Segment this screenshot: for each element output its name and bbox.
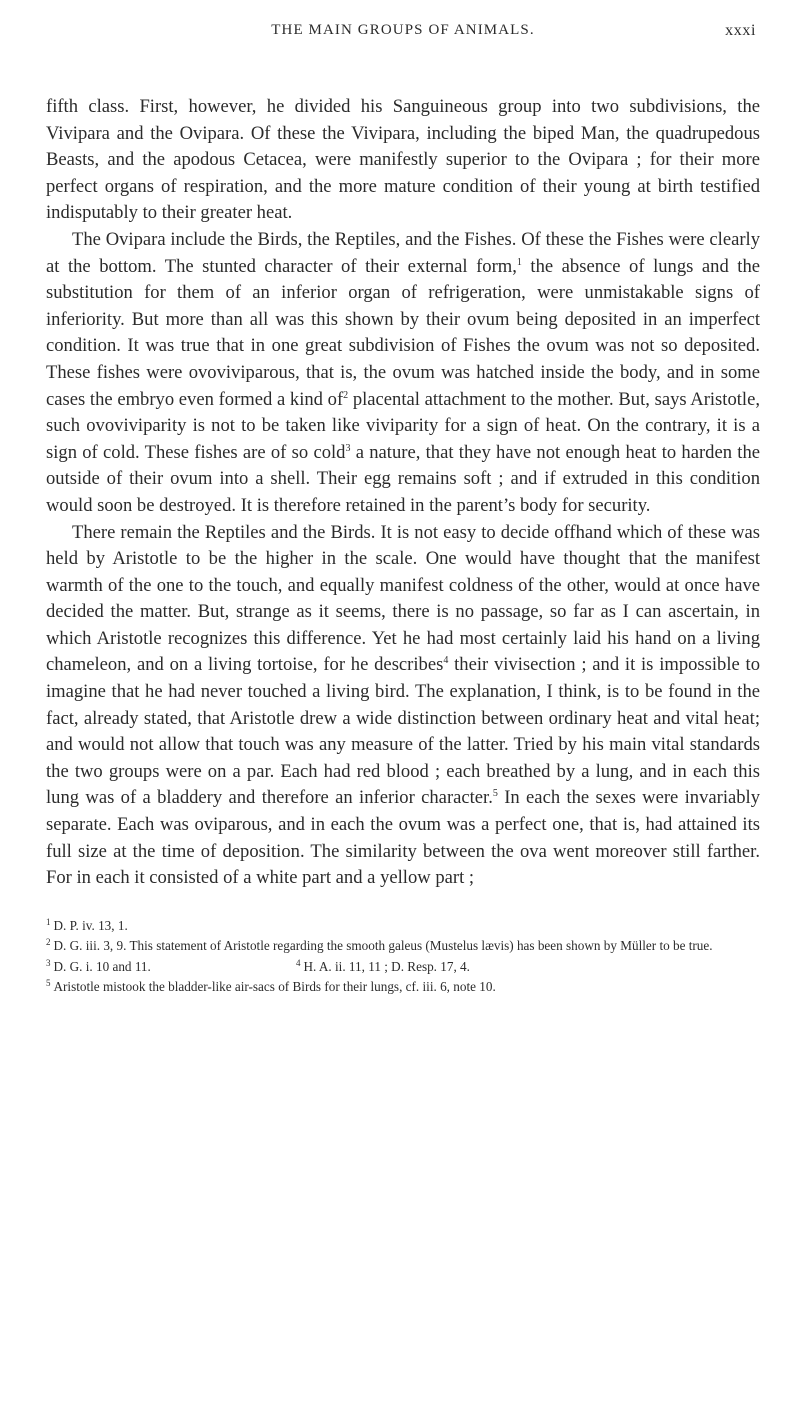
body-text — [46, 94, 760, 892]
footnote-4 — [296, 955, 470, 976]
paragraph-text: The Ovipara include the Birds, the Reptiles, and the Fishes. Of these the Fishes were clearly at the bottom. The stunted character of their external form, — [46, 228, 760, 277]
footnote-reference: 3 — [345, 442, 351, 454]
paragraph-text: a nature, that they have not enough heat to harden the outside of their ovum into a shell. Their egg remains soft ; and if extruded in this condition would soon be destroyed. It is therefore retained in the parent’s body for security. — [46, 441, 760, 516]
footnote-2 — [46, 934, 760, 955]
footnotes — [46, 914, 760, 996]
footnote-reference: 4 — [443, 655, 449, 667]
running-head-title: THE MAIN GROUPS OF ANIMALS. — [271, 22, 535, 38]
page-number: xxxi — [725, 22, 756, 39]
paragraph — [46, 227, 760, 520]
paragraph-text: fifth class. First, however, he divided his Sanguineous group into two subdivisions, the Vivipara and the Ovipara. Of these the Vivipara, including the biped Man, the quadrupedous Beasts, and the apodous Cetacea, were manifestly superior to the Ovipara ; for their more perfect organs of respiration, and the more mature condition of their young at birth testified indisputably to their greater heat. — [46, 96, 760, 224]
footnote-number: 1 — [46, 916, 51, 927]
footnote-number: 3 — [46, 957, 51, 968]
footnote-reference: 1 — [516, 256, 522, 268]
footnote-text: D. G. i. 10 and 11. — [53, 958, 151, 974]
paragraph-text: In each the sexes were invariably separate. Each was oviparous, and in each the ovum was a perfect one, that is, had attained its full size at the time of deposition. The similarity between the ova went moreover still farther. For in each it consisted of a white part and a yellow part ; — [46, 787, 761, 889]
running-head — [46, 22, 760, 50]
footnote-5 — [46, 975, 760, 996]
paragraph — [46, 94, 760, 227]
footnote-text: D. G. iii. 3, 9. This statement of Aristotle regarding the smooth galeus (Mustelus lævis) has been shown by Müller to be true. — [53, 938, 713, 954]
footnote-text: Aristotle mistook the bladder-like air-sacs of Birds for their lungs, cf. iii. 6, note 10. — [53, 979, 496, 995]
footnote-number: 5 — [46, 978, 51, 989]
paragraph-text: the absence of lungs and the substitution for them of an inferior organ of refrigeration, were unmistakable signs of inferiority. But more than all was this shown by their ovum being deposited in an imperfect condition. It was true that in one great subdivision of Fishes the ovum was not so deposited. These fishes were ovoviviparous, that is, the ovum was hatched inside the body, and in some cases the embryo even formed a kind of — [46, 255, 760, 410]
paragraph-text: placental attachment to the mother. But, says Aristotle, such ovoviviparity is not to be taken like viviparity for a sign of heat. On the contrary, it is a sign of cold. These fishes are of so cold — [46, 388, 760, 463]
footnote-text: H. A. ii. 11, 11 ; D. Resp. 17, 4. — [303, 958, 470, 974]
paragraph-text: their vivisection ; and it is impossible to imagine that he had never touched a living bird. The explanation, I think, is to be found in the fact, already stated, that Aristotle drew a wide distinction between ordinary heat and vital heat; and would not allow that touch was any measure of the latter. Tried by his main vital standards the two groups were on a par. Each had red blood ; each breathed by a lung, and in each this lung was of a bladdery and therefore an inferior character. — [46, 654, 761, 809]
footnote-3 — [46, 955, 296, 976]
footnote-number: 4 — [296, 957, 301, 968]
footnote-reference: 5 — [492, 788, 498, 800]
footnote-1 — [46, 914, 760, 935]
footnote-row — [46, 955, 760, 976]
footnote-number: 2 — [46, 937, 51, 948]
paragraph-text: There remain the Reptiles and the Birds. It is not easy to decide offhand which of these was held by Aristotle to be the higher in the scale. One would have thought that the manifest warmth of the one to the touch, and equally manifest coldness of the other, would at once have decided the matter. But, strange as it seems, there is no passage, so far as I can ascertain, in which Aristotle recognizes this difference. Yet he had most certainly laid his hand on a living chameleon, and on a living tortoise, for he describes — [46, 521, 760, 676]
footnote-text: D. P. iv. 13, 1. — [53, 917, 128, 933]
footnote-reference: 2 — [343, 389, 349, 401]
paragraph — [46, 520, 760, 892]
